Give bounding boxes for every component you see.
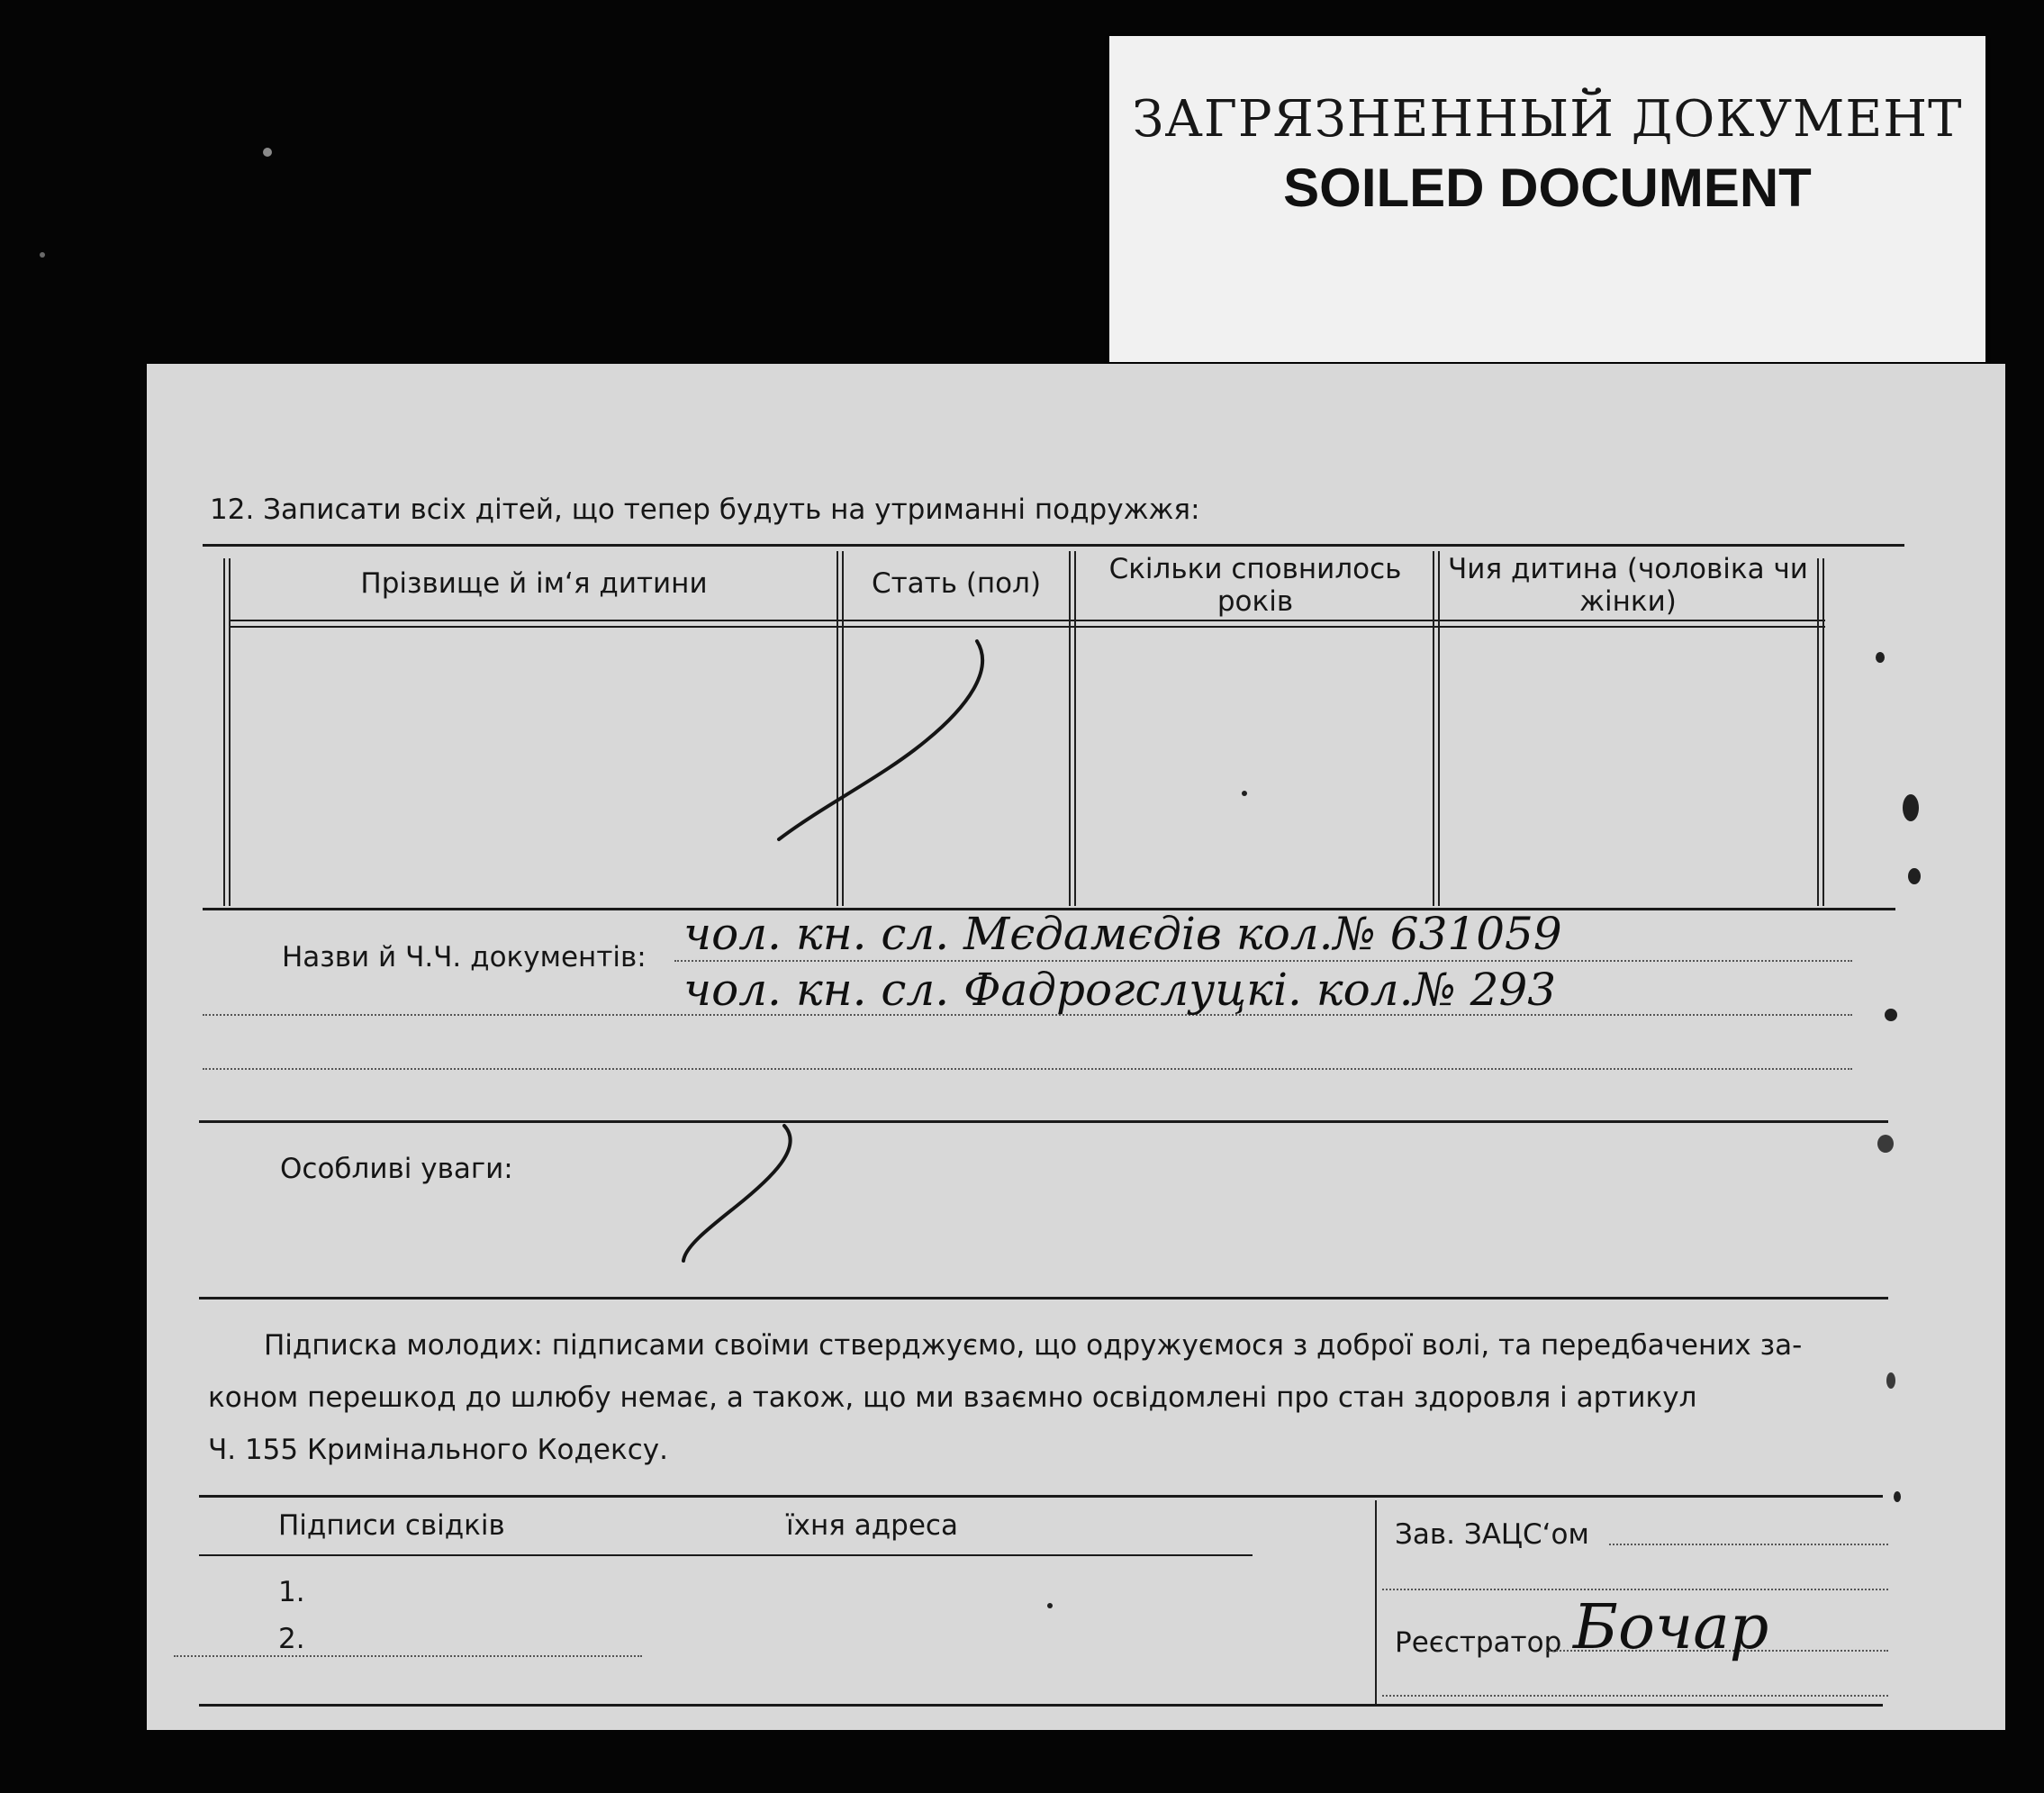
declaration-line-1: Підписка молодих: підписами своїми стверджуємо, що одружуємося з доброї волі, та передбачених за- bbox=[264, 1329, 1803, 1362]
witnesses-title: Підписи свідків bbox=[278, 1509, 505, 1542]
remarks-label: Особливі уваги: bbox=[280, 1153, 513, 1185]
table-border-right bbox=[1817, 558, 1819, 906]
documents-handwritten-line-2: чол. кн. сл. Фадрогслуцкі. кол.№ 293 bbox=[683, 964, 1557, 1016]
form-sheet bbox=[147, 364, 2005, 1730]
dirt-speck bbox=[1894, 1491, 1901, 1502]
head-of-office-dotted-line-2 bbox=[1382, 1589, 1888, 1590]
label-english: SOILED DOCUMENT bbox=[1283, 158, 1812, 218]
dirt-speck bbox=[1886, 1372, 1895, 1389]
background-speck bbox=[263, 148, 272, 157]
background-speck bbox=[40, 252, 45, 258]
witnesses-header-rule bbox=[199, 1554, 1253, 1556]
column-header-age: Скільки сповнилось років bbox=[1108, 553, 1402, 618]
table-border-right-inner bbox=[1822, 558, 1824, 906]
table-border-left-inner bbox=[229, 558, 231, 906]
table-header-rule bbox=[230, 620, 1825, 621]
signatures-top-rule bbox=[199, 1495, 1883, 1498]
dirt-speck bbox=[1242, 791, 1247, 796]
declaration-line-2: коном перешкод до шлюбу немає, а також, що ми взаємно освідомлені про стан здоровля і артикул bbox=[208, 1381, 1697, 1414]
documents-label: Назви й Ч.Ч. документів: bbox=[282, 941, 647, 973]
column-header-name: Прізвище й ім‘я дитини bbox=[360, 567, 708, 600]
column-divider-3-inner bbox=[1438, 551, 1440, 906]
head-of-office-label: Зав. ЗАЦС‘ом bbox=[1395, 1518, 1589, 1551]
dirt-speck bbox=[1047, 1603, 1053, 1608]
table-top-rule bbox=[203, 544, 1904, 547]
documents-dotted-line-1 bbox=[674, 960, 1852, 962]
column-header-sex: Стать (пол) bbox=[871, 567, 1042, 600]
registrar-signature: Бочар bbox=[1573, 1592, 1769, 1663]
soiled-document-label bbox=[1109, 36, 1985, 362]
documents-dotted-line-3 bbox=[203, 1068, 1852, 1070]
table-border-left bbox=[223, 558, 225, 906]
witnesses-address-header: їхня адреса bbox=[786, 1509, 958, 1542]
column-divider-2 bbox=[1069, 551, 1071, 906]
head-of-office-signature-line bbox=[1609, 1544, 1888, 1545]
registrar-dotted-line-2 bbox=[1382, 1695, 1888, 1697]
documents-handwritten-line-1: чол. кн. сл. Мєдамєдів кол.№ 631059 bbox=[683, 908, 1562, 960]
dirt-speck bbox=[1885, 1009, 1897, 1021]
dirt-speck bbox=[1877, 1135, 1894, 1153]
officials-divider bbox=[1375, 1500, 1377, 1704]
witness-row-2: 2. bbox=[278, 1623, 305, 1655]
documents-bottom-rule bbox=[199, 1120, 1888, 1123]
witness-row-1: 1. bbox=[278, 1576, 305, 1608]
remarks-bottom-rule bbox=[199, 1297, 1888, 1299]
dirt-speck bbox=[1903, 794, 1919, 821]
form-bottom-rule bbox=[199, 1704, 1883, 1707]
remarks-cancel-stroke bbox=[678, 1120, 804, 1264]
column-header-whose-child: Чия дитина (чоловіка чи жінки) bbox=[1448, 553, 1808, 618]
registrar-label: Реєстратор bbox=[1395, 1626, 1562, 1659]
declaration-line-3: Ч. 155 Кримінального Кодексу. bbox=[208, 1434, 668, 1466]
section-12-title: 12. Записати всіх дітей, що тепер будуть на утриманні подружжя: bbox=[210, 494, 1200, 526]
table-cancel-stroke bbox=[768, 634, 984, 850]
column-divider-2-inner bbox=[1074, 551, 1076, 906]
column-divider-3 bbox=[1433, 551, 1434, 906]
label-russian: ЗАГРЯЗНЕННЫЙ ДОКУМЕНТ bbox=[1132, 90, 1963, 149]
dirt-speck bbox=[1876, 652, 1885, 663]
witness-dotted-line bbox=[174, 1655, 642, 1657]
table-header-rule-double bbox=[230, 626, 1825, 628]
dirt-speck bbox=[1908, 868, 1921, 884]
